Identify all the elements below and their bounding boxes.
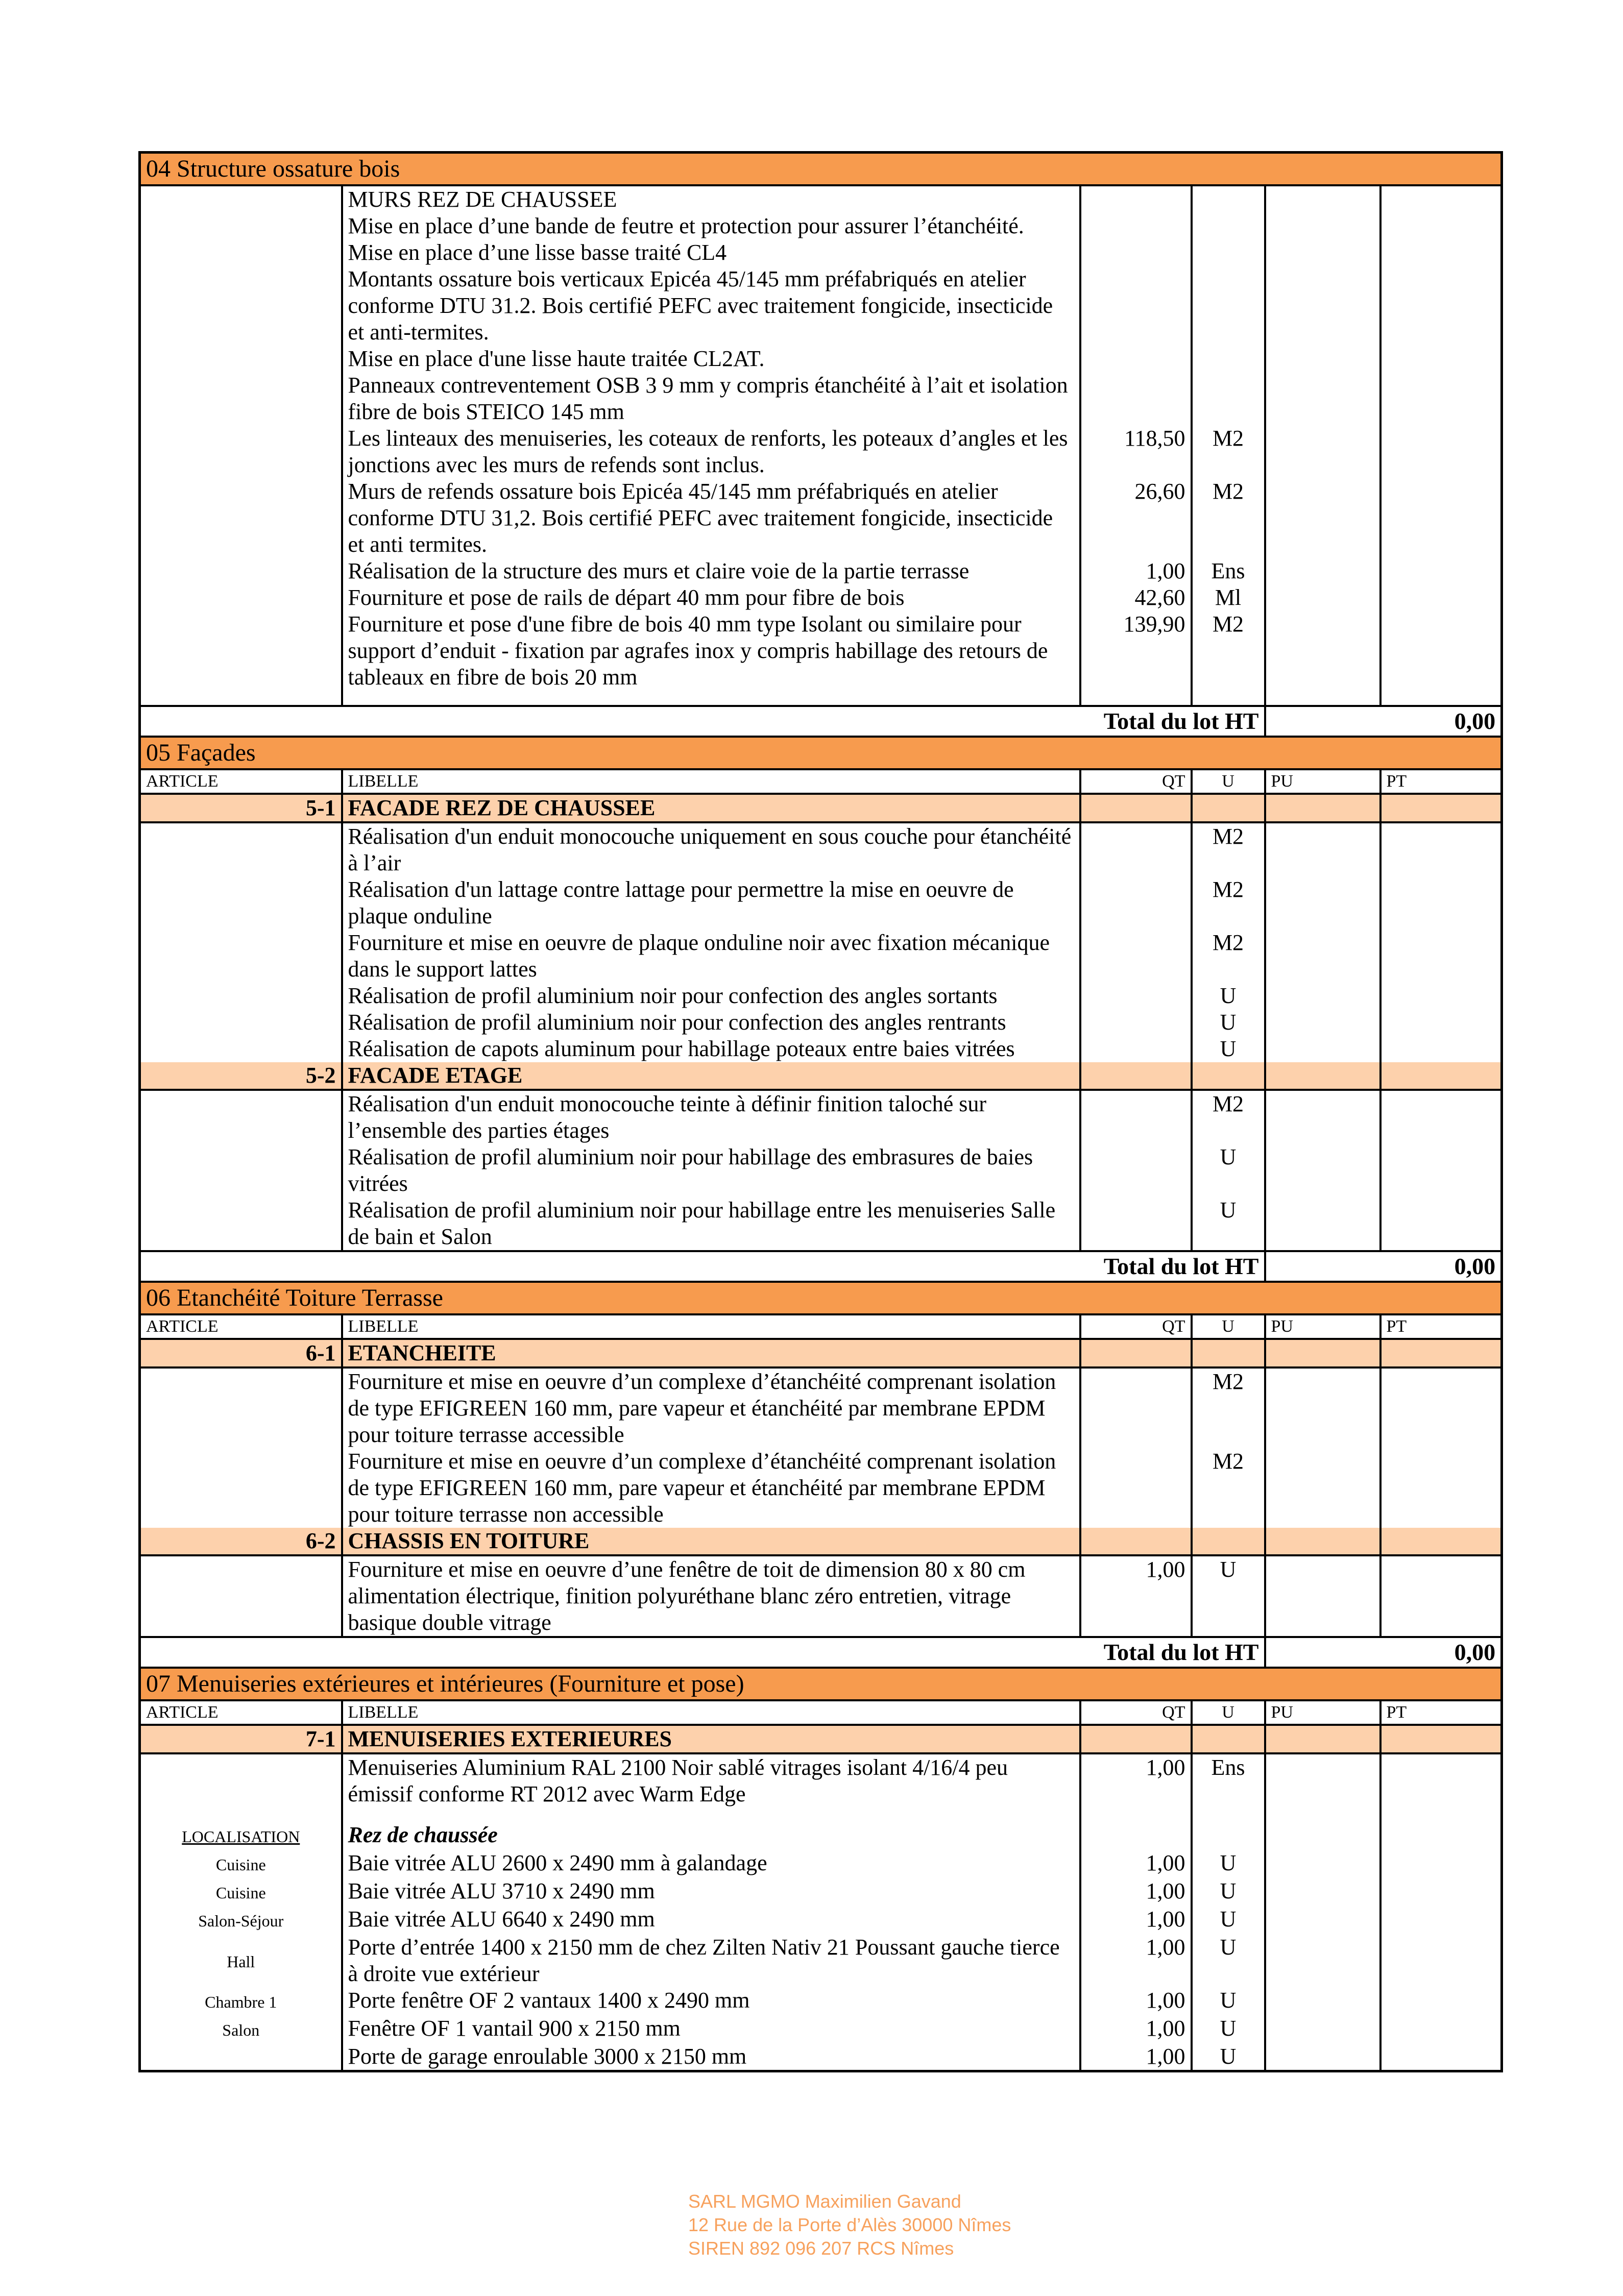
location-label: Salon bbox=[222, 2021, 260, 2039]
lot-04-total bbox=[140, 706, 1502, 737]
table-row: Menuiseries Aluminium RAL 2100 Noir sablé vitrages isolant 4/16/4 peu émissif conforme RT 2012 avec Warm Edge 1,00 Ens bbox=[140, 1753, 1502, 1808]
col-pu: PU bbox=[1265, 1700, 1380, 1725]
table-row: Cuisine Baie vitrée ALU 2600 x 2490 mm à galandage 1,00 U bbox=[140, 1850, 1502, 1878]
line-label: Fourniture et pose d'une fibre de bois 40 mm type Isolant ou similaire pour support d’enduit - fixation par agrafes inox y compris habillage des retours de tableaux en fibre de bois 20 mm bbox=[342, 611, 1080, 691]
col-u: U bbox=[1192, 769, 1265, 794]
col-libelle: LIBELLE bbox=[342, 1314, 1080, 1339]
company-footer bbox=[688, 2190, 1011, 2260]
col-qt: QT bbox=[1080, 1314, 1192, 1339]
column-header-row bbox=[140, 1314, 1502, 1339]
table-row: Fourniture et mise en oeuvre de plaque onduline noir avec fixation mécanique dans le support lattes M2 bbox=[140, 930, 1502, 983]
col-libelle: LIBELLE bbox=[342, 769, 1080, 794]
company-registration: SIREN 892 096 207 RCS Nîmes bbox=[688, 2238, 954, 2259]
col-article: ARTICLE bbox=[140, 1700, 342, 1725]
table-row: Réalisation d'un lattage contre lattage pour permettre la mise en oeuvre de plaque onduline M2 bbox=[140, 876, 1502, 930]
table-row: Réalisation d'un enduit monocouche uniquement en sous couche pour étanchéité à l’air M2 bbox=[140, 822, 1502, 876]
col-libelle: LIBELLE bbox=[342, 1700, 1080, 1725]
subsection-6-1 bbox=[140, 1339, 1502, 1367]
col-u: U bbox=[1192, 1700, 1265, 1725]
location-label: Chambre 1 bbox=[205, 1993, 277, 2011]
line-label: Les linteaux des menuiseries, les coteaux de renforts, les poteaux d’angles et les jonctions avec les murs de refends sont inclus. bbox=[342, 425, 1080, 478]
table-row bbox=[140, 1822, 1502, 1850]
table-row: Hall Porte d’entrée 1400 x 2150 mm de chez Zilten Nativ 21 Poussant gauche tierce à droite vue extérieur 1,00 U bbox=[140, 1934, 1502, 1987]
table-row bbox=[140, 266, 1502, 346]
line-label: Réalisation de profil aluminium noir pour habillage des embrasures de baies vitrées bbox=[342, 1144, 1080, 1197]
line-label: Baie vitrée ALU 2600 x 2490 mm à galandage bbox=[342, 1850, 1080, 1878]
line-label: Fenêtre OF 1 vantail 900 x 2150 mm bbox=[342, 2015, 1080, 2043]
lot-title: 04 Structure ossature bois bbox=[140, 153, 1502, 186]
subsection-7-1 bbox=[140, 1725, 1502, 1753]
col-article: ARTICLE bbox=[140, 769, 342, 794]
table-row: Réalisation de profil aluminium noir pour habillage des embrasures de baies vitrées U bbox=[140, 1144, 1502, 1197]
line-label: Fourniture et mise en oeuvre d’une fenêtre de toit de dimension 80 x 80 cm alimentation électrique, finition polyuréthane blanc zéro entretien, vitrage basique double vitrage bbox=[342, 1555, 1080, 1637]
table-row: Réalisation de la structure des murs et claire voie de la partie terrasse 1,00 Ens bbox=[140, 558, 1502, 584]
line-label: Réalisation de profil aluminium noir pour confection des angles sortants bbox=[342, 983, 1080, 1009]
table-row: Cuisine Baie vitrée ALU 3710 x 2490 mm 1,00 U bbox=[140, 1878, 1502, 1906]
table-row: Fourniture et pose de rails de départ 40 mm pour fibre de bois 42,60 Ml bbox=[140, 584, 1502, 611]
table-row: Salon-Séjour Baie vitrée ALU 6640 x 2490 mm 1,00 U bbox=[140, 1906, 1502, 1934]
line-label: Mise en place d'une lisse haute traitée CL2AT. bbox=[342, 346, 1080, 372]
line-label: Mise en place d’une lisse basse traité CL4 bbox=[342, 239, 1080, 266]
subsection-title: FACADE REZ DE CHAUSSEE bbox=[342, 794, 1080, 822]
line-label: Fourniture et mise en oeuvre de plaque onduline noir avec fixation mécanique dans le support lattes bbox=[342, 930, 1080, 983]
table-row: Réalisation d'un enduit monocouche teinte à définir finition taloché sur l’ensemble des parties étages M2 bbox=[140, 1090, 1502, 1144]
table-row bbox=[140, 185, 1502, 213]
subsection-code: 5-2 bbox=[140, 1062, 342, 1090]
table-row bbox=[140, 372, 1502, 425]
table-row bbox=[140, 213, 1502, 239]
quote-sheet bbox=[138, 151, 1500, 2072]
col-qt: QT bbox=[1080, 769, 1192, 794]
total-value: 0,00 bbox=[1265, 1251, 1502, 1282]
level-label: Rez de chaussée bbox=[348, 1822, 498, 1847]
table-row: Les linteaux des menuiseries, les coteaux de renforts, les poteaux d’angles et les jonctions avec les murs de refends sont inclus. 118,50 M2 bbox=[140, 425, 1502, 478]
location-label: Cuisine bbox=[215, 1855, 266, 1874]
subsection-6-2 bbox=[140, 1528, 1502, 1555]
line-label: Baie vitrée ALU 3710 x 2490 mm bbox=[342, 1878, 1080, 1906]
lot-title: 05 Façades bbox=[140, 737, 1502, 769]
line-label: Réalisation de la structure des murs et claire voie de la partie terrasse bbox=[342, 558, 1080, 584]
subsection-title: CHASSIS EN TOITURE bbox=[342, 1528, 1080, 1555]
lot-07-header bbox=[140, 1668, 1502, 1700]
col-u: U bbox=[1192, 1314, 1265, 1339]
subsection-code: 7-1 bbox=[140, 1725, 342, 1753]
table-row: Porte de garage enroulable 3000 x 2150 mm 1,00 U bbox=[140, 2043, 1502, 2071]
location-label: Salon-Séjour bbox=[198, 1912, 284, 1930]
quote-table bbox=[138, 151, 1503, 2072]
subsection-5-1 bbox=[140, 794, 1502, 822]
location-label: Cuisine bbox=[215, 1884, 266, 1902]
table-row: Réalisation de profil aluminium noir pour confection des angles rentrants U bbox=[140, 1009, 1502, 1036]
line-label: Porte d’entrée 1400 x 2150 mm de chez Zilten Nativ 21 Poussant gauche tierce à droite vue extérieur bbox=[342, 1934, 1080, 1987]
table-row: Chambre 1 Porte fenêtre OF 2 vantaux 1400 x 2490 mm 1,00 U bbox=[140, 1987, 1502, 2015]
lot-title: 06 Etanchéité Toiture Terrasse bbox=[140, 1282, 1502, 1314]
line-label: Baie vitrée ALU 6640 x 2490 mm bbox=[342, 1906, 1080, 1934]
table-row: Fourniture et mise en oeuvre d’un complexe d’étanchéité comprenant isolation de type EFIGREEN 160 mm, pare vapeur et étanchéité par membrane EPDM pour toiture terrasse accessible M2 bbox=[140, 1367, 1502, 1448]
line-label: Réalisation d'un enduit monocouche teinte à définir finition taloché sur l’ensemble des parties étages bbox=[342, 1090, 1080, 1144]
col-pu: PU bbox=[1265, 769, 1380, 794]
line-label: Mise en place d’une bande de feutre et protection pour assurer l’étanchéité. bbox=[342, 213, 1080, 239]
line-label: Réalisation de profil aluminium noir pour confection des angles rentrants bbox=[342, 1009, 1080, 1036]
table-row: Réalisation de capots aluminum pour habillage poteaux entre baies vitrées U bbox=[140, 1036, 1502, 1062]
total-label: Total du lot HT bbox=[140, 1251, 1265, 1282]
subsection-code: 5-1 bbox=[140, 794, 342, 822]
total-value: 0,00 bbox=[1265, 1637, 1502, 1668]
location-label: Hall bbox=[227, 1952, 255, 1971]
line-label: MURS REZ DE CHAUSSEE bbox=[342, 185, 1080, 213]
col-article: ARTICLE bbox=[140, 1314, 342, 1339]
line-label: Panneaux contreventement OSB 3 9 mm y compris étanchéité à l’ait et isolation fibre de bois STEICO 145 mm bbox=[342, 372, 1080, 425]
line-label: Porte de garage enroulable 3000 x 2150 mm bbox=[342, 2043, 1080, 2071]
total-value: 0,00 bbox=[1265, 706, 1502, 737]
line-label: Murs de refends ossature bois Epicéa 45/145 mm préfabriqués en atelier conforme DTU 31,2. Bois certifié PEFC avec traitement fongicide, insecticide et anti termites. bbox=[342, 478, 1080, 558]
table-row: Salon Fenêtre OF 1 vantail 900 x 2150 mm 1,00 U bbox=[140, 2015, 1502, 2043]
lot-06-header bbox=[140, 1282, 1502, 1314]
line-label: Réalisation de profil aluminium noir pour habillage entre les menuiseries Salle de bain et Salon bbox=[342, 1197, 1080, 1251]
lot-05-header bbox=[140, 737, 1502, 769]
column-header-row bbox=[140, 769, 1502, 794]
total-label: Total du lot HT bbox=[140, 1637, 1265, 1668]
column-header-row bbox=[140, 1700, 1502, 1725]
subsection-code: 6-1 bbox=[140, 1339, 342, 1367]
subsection-title: MENUISERIES EXTERIEURES bbox=[342, 1725, 1080, 1753]
col-pt: PT bbox=[1380, 1314, 1502, 1339]
table-row: Réalisation de profil aluminium noir pour habillage entre les menuiseries Salle de bain et Salon U bbox=[140, 1197, 1502, 1251]
table-row: Réalisation de profil aluminium noir pour confection des angles sortants U bbox=[140, 983, 1502, 1009]
company-name: SARL MGMO Maximilien Gavand bbox=[688, 2191, 961, 2212]
localisation-header: LOCALISATION bbox=[182, 1827, 300, 1846]
lot-05-total bbox=[140, 1251, 1502, 1282]
col-qt: QT bbox=[1080, 1700, 1192, 1725]
col-pu: PU bbox=[1265, 1314, 1380, 1339]
table-row bbox=[140, 346, 1502, 372]
line-label: Fourniture et mise en oeuvre d’un complexe d’étanchéité comprenant isolation de type EFIGREEN 160 mm, pare vapeur et étanchéité par membrane EPDM pour toiture terrasse non accessible bbox=[342, 1448, 1080, 1528]
table-row: Fourniture et mise en oeuvre d’une fenêtre de toit de dimension 80 x 80 cm alimentation électrique, finition polyuréthane blanc zéro entretien, vitrage basique double vitrage 1,00 U bbox=[140, 1555, 1502, 1637]
line-label: Montants ossature bois verticaux Epicéa 45/145 mm préfabriqués en atelier conforme DTU 31.2. Bois certifié PEFC avec traitement fongicide, insecticide et anti-termites. bbox=[342, 266, 1080, 346]
table-row: Fourniture et mise en oeuvre d’un complexe d’étanchéité comprenant isolation de type EFIGREEN 160 mm, pare vapeur et étanchéité par membrane EPDM pour toiture terrasse non accessible M2 bbox=[140, 1448, 1502, 1528]
table-row bbox=[140, 239, 1502, 266]
subsection-5-2 bbox=[140, 1062, 1502, 1090]
lot-06-total bbox=[140, 1637, 1502, 1668]
subsection-title: ETANCHEITE bbox=[342, 1339, 1080, 1367]
lot-04-header bbox=[140, 153, 1502, 186]
table-row: Fourniture et pose d'une fibre de bois 40 mm type Isolant ou similaire pour support d’enduit - fixation par agrafes inox y compris habillage des retours de tableaux en fibre de bois 20 mm 139,90 M2 bbox=[140, 611, 1502, 691]
col-pt: PT bbox=[1380, 1700, 1502, 1725]
line-label: Menuiseries Aluminium RAL 2100 Noir sablé vitrages isolant 4/16/4 peu émissif conforme RT 2012 avec Warm Edge bbox=[342, 1753, 1080, 1808]
line-label: Fourniture et mise en oeuvre d’un complexe d’étanchéité comprenant isolation de type EFIGREEN 160 mm, pare vapeur et étanchéité par membrane EPDM pour toiture terrasse accessible bbox=[342, 1367, 1080, 1448]
company-address: 12 Rue de la Porte d’Alès 30000 Nîmes bbox=[688, 2214, 1011, 2235]
subsection-code: 6-2 bbox=[140, 1528, 342, 1555]
line-label: Réalisation d'un lattage contre lattage pour permettre la mise en oeuvre de plaque onduline bbox=[342, 876, 1080, 930]
col-pt: PT bbox=[1380, 769, 1502, 794]
line-label: Réalisation de capots aluminum pour habillage poteaux entre baies vitrées bbox=[342, 1036, 1080, 1062]
line-label: Réalisation d'un enduit monocouche uniquement en sous couche pour étanchéité à l’air bbox=[342, 822, 1080, 876]
lot-title: 07 Menuiseries extérieures et intérieures (Fourniture et pose) bbox=[140, 1668, 1502, 1700]
subsection-title: FACADE ETAGE bbox=[342, 1062, 1080, 1090]
line-label: Porte fenêtre OF 2 vantaux 1400 x 2490 mm bbox=[342, 1987, 1080, 2015]
table-row: Murs de refends ossature bois Epicéa 45/145 mm préfabriqués en atelier conforme DTU 31,2. Bois certifié PEFC avec traitement fongicide, insecticide et anti termites. 26,60 M2 bbox=[140, 478, 1502, 558]
line-label: Fourniture et pose de rails de départ 40 mm pour fibre de bois bbox=[342, 584, 1080, 611]
total-label: Total du lot HT bbox=[140, 706, 1265, 737]
